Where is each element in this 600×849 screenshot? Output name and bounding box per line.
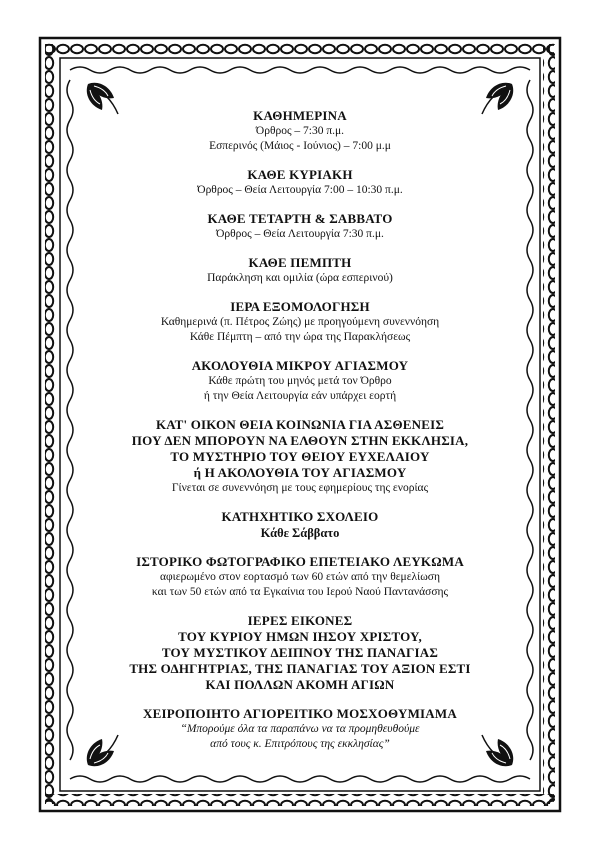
section-wed-sat [80, 211, 520, 242]
section-heading: ΚΑΙ ΠΟΛΛΩΝ ΑΚΟΜΗ ΑΓΙΩΝ [205, 677, 395, 692]
section-line: Όρθρος – 7:30 π.μ. [255, 125, 345, 137]
section-line: Όρθρος – Θεία Λειτουργία 7:00 – 10:30 π.μ. [197, 184, 403, 196]
section-line: και των 50 ετών από τα Εγκαίνια του Ιερού Ναού Παντανάσσης [151, 586, 449, 598]
section-heading: ΠΟΥ ΔΕΝ ΜΠΟΡΟΥΝ ΝΑ ΕΛΘΟΥΝ ΣΤΗΝ ΕΚΚΛΗΣΙΑ, [131, 433, 469, 448]
section-sunday [80, 167, 520, 198]
section-heading: ΙΣΤΟΡΙΚΟ ΦΩΤΟΓΡΑΦΙΚΟ ΕΠΕΤΕΙΑΚΟ ΛΕΥΚΩΜΑ [136, 554, 464, 569]
section-heading: ΚΑΘΗΜΕΡΙΝΑ [253, 108, 347, 123]
section-line: Όρθρος – Θεία Λειτουργία 7:30 π.μ. [216, 228, 384, 240]
section-heading: ΙΕΡΑ ΕΞΟΜΟΛΟΓΗΣΗ [230, 299, 370, 314]
schedule-content [80, 108, 520, 765]
section-heading: ΚΑΘΕ ΠΕΜΠΤΗ [248, 255, 352, 270]
section-heading: ΚΑΤΗΧΗΤΙΚΟ ΣΧΟΛΕΙΟ [221, 509, 379, 524]
section-line: Παράκληση και ομιλία (ώρα εσπερινού) [207, 272, 393, 284]
section-thursday [80, 255, 520, 286]
section-line: Γίνεται σε συνεννόηση με τους εφημερίους της ενορίας [171, 482, 429, 494]
section-line: ή την Θεία Λειτουργία εάν υπάρχει εορτή [203, 390, 397, 402]
section-line: αφιερωμένο στον εορτασμό των 60 ετών από την θεμελίωση [160, 571, 440, 583]
section-heading: ΚΑΘΕ ΤΕΤΑΡΤΗ & ΣΑΒΒΑΤΟ [207, 211, 393, 226]
section-line: Κάθε Πέμπτη – από την ώρα της Παρακλήσεως [189, 331, 411, 343]
section-line: Καθημερινά (π. Πέτρος Ζώης) με προηγούμενη συνεννόηση [160, 316, 440, 328]
section-line: Εσπερινός (Μάιος - Ιούνιος) – 7:00 μ.μ [209, 140, 391, 152]
section-heading: ΤΟ ΜΥΣΤΗΡΙΟ ΤΟΥ ΘΕΙΟΥ ΕΥΧΕΛΑΙΟΥ [170, 449, 430, 464]
section-confession [80, 299, 520, 345]
section-daily [80, 108, 520, 154]
section-subheading: Κάθε Σάββατο [260, 526, 340, 540]
section-line: “Μπορούμε όλα τα παραπάνω να τα προμηθευθούμε [180, 723, 420, 735]
section-heading: ΤΗΣ ΟΔΗΓΗΤΡΙΑΣ, ΤΗΣ ΠΑΝΑΓΙΑΣ ΤΟΥ ΑΞΙΟΝ ΕΣΤΙ [129, 661, 471, 676]
section-incense [80, 706, 520, 752]
section-heading: ΚΑΘΕ ΚΥΡΙΑΚΗ [247, 167, 353, 182]
section-heading: ή Η ΑΚΟΛΟΥΘΙΑ ΤΟΥ ΑΓΙΑΣΜΟΥ [193, 465, 407, 480]
section-blessing [80, 358, 520, 404]
section-album [80, 554, 520, 600]
section-heading: ΙΕΡΕΣ ΕΙΚΟΝΕΣ [247, 613, 353, 628]
section-heading: ΤΟΥ ΚΥΡΙΟΥ ΗΜΩΝ ΙΗΣΟΥ ΧΡΙΣΤΟΥ, [178, 629, 422, 644]
section-catechism [80, 509, 520, 541]
section-heading: ΚΑΤ' ΟΙΚΟΝ ΘΕΙΑ ΚΟΙΝΩΝΙΑ ΓΙΑ ΑΣΘΕΝΕΙΣ [155, 417, 445, 432]
section-heading: ΧΕΙΡΟΠΟΙΗΤΟ ΑΓΙΟΡΕΙΤΙΚΟ ΜΟΣΧΟΘΥΜΙΑΜΑ [143, 706, 457, 721]
section-line: από τους κ. Επιτρόπους της εκκλησίας” [210, 738, 390, 750]
section-home-communion [80, 417, 520, 496]
section-line: Κάθε πρώτη του μηνός μετά τον Όρθρο [208, 375, 392, 387]
section-icons [80, 613, 520, 693]
section-heading: ΑΚΟΛΟΥΘΙΑ ΜΙΚΡΟΥ ΑΓΙΑΣΜΟΥ [191, 358, 409, 373]
section-heading: ΤΟΥ ΜΥΣΤΙΚΟΥ ΔΕΙΠΝΟΥ ΤΗΣ ΠΑΝΑΓΙΑΣ [161, 645, 439, 660]
